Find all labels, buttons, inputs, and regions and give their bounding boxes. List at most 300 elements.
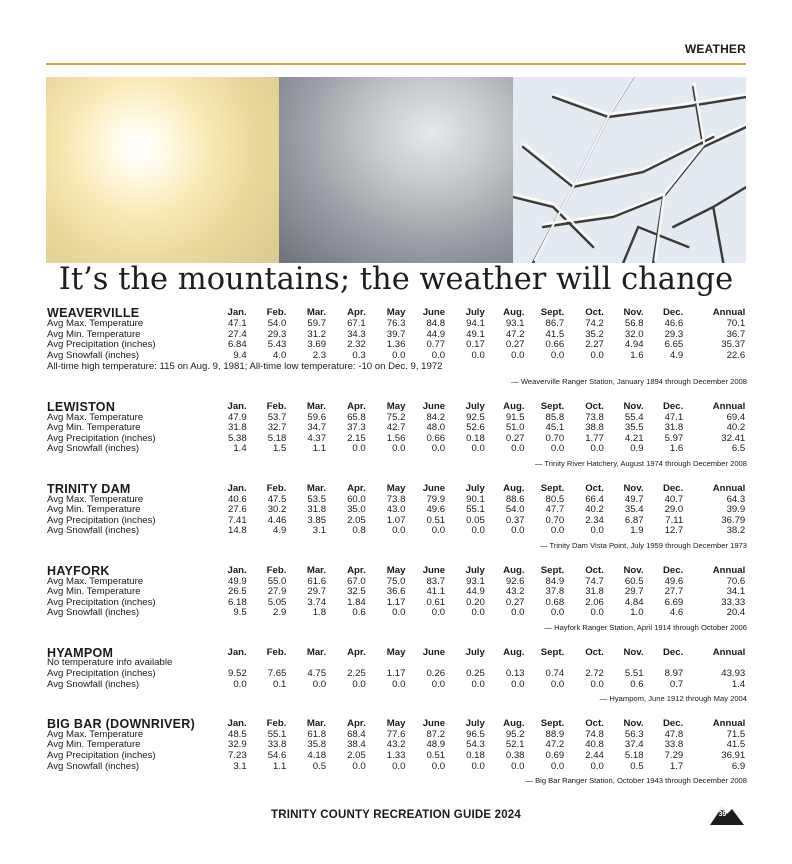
table-cell: 0.0 [431, 349, 446, 361]
row-label: Avg Snowfall (inches) [47, 678, 140, 690]
table-cell: 49.7 [624, 493, 644, 505]
month-header: Apr. [347, 646, 366, 658]
station-table [47, 306, 747, 388]
row-label: Avg Precipitation (inches) [47, 668, 156, 680]
section-tag: WEATHER [684, 42, 746, 56]
table-cell: 35.2 [585, 328, 604, 340]
month-header: Mar. [306, 646, 327, 658]
table-cell: 1.36 [386, 339, 406, 351]
row-label: Avg Max. Temperature [47, 575, 144, 587]
table-cell: 7.11 [665, 514, 684, 526]
month-header: Oct. [585, 482, 604, 494]
table-cell: 0.61 [426, 596, 446, 608]
month-header: Jan. [227, 400, 247, 412]
table-cell: 61.6 [307, 575, 327, 587]
table-cell: 37.8 [545, 586, 565, 598]
table-cell: 4.94 [624, 339, 644, 351]
table-cell: 27.7 [664, 586, 684, 598]
row-label: Avg Min. Temperature [47, 422, 141, 434]
table-cell: 0.0 [590, 349, 604, 361]
annual-cell: 6.9 [731, 760, 746, 772]
table-cell: 0.0 [511, 349, 525, 361]
annual-cell: 69.4 [726, 411, 746, 423]
table-cell: 0.0 [550, 349, 565, 361]
month-header: Dec. [662, 564, 684, 576]
table-cell: 0.27 [505, 596, 525, 608]
table-cell: 0.0 [431, 760, 446, 772]
table-cell: 0.0 [392, 760, 406, 772]
table-cell: 0.77 [426, 339, 446, 351]
table-row [47, 319, 747, 330]
row-label: Avg Max. Temperature [47, 493, 144, 505]
table-cell: 77.6 [386, 728, 406, 740]
table-cell: 0.27 [505, 339, 525, 351]
month-header: Aug. [503, 646, 525, 658]
table-cell: 52.6 [466, 422, 485, 434]
table-cell: 1.17 [386, 668, 406, 680]
annual-header: Annual [712, 400, 746, 412]
annual-cell: 33.33 [721, 596, 746, 608]
station-name: HYAMPOM [47, 645, 114, 660]
annual-header: Annual [712, 718, 746, 730]
table-cell: 1.1 [273, 760, 287, 772]
table-cell: 8.97 [664, 668, 684, 680]
table-cell: 29.3 [664, 328, 684, 340]
month-header: Aug. [503, 400, 525, 412]
annual-cell: 38.2 [726, 525, 746, 537]
month-header: June [422, 646, 446, 658]
table-cell: 0.25 [466, 668, 485, 680]
month-header: Sept. [540, 564, 565, 576]
station-name: TRINITY DAM [47, 481, 131, 496]
table-cell: 1.33 [386, 750, 406, 762]
table-cell: 60.5 [624, 575, 644, 587]
row-label: Avg Snowfall (inches) [47, 443, 140, 455]
table-cell: 4.46 [267, 514, 287, 526]
table-cell: 0.6 [630, 678, 644, 690]
source-credit: — Trinity River Hatchery, August 1974 through December 2008 [534, 458, 747, 468]
table-cell: 0.0 [392, 525, 406, 537]
table-cell: 73.8 [386, 493, 406, 505]
month-header: July [465, 646, 485, 658]
table-cell: 96.5 [466, 728, 485, 740]
table-cell: 0.05 [466, 514, 485, 526]
row-label: Avg Max. Temperature [47, 318, 144, 329]
row-label: Avg Snowfall (inches) [47, 525, 140, 537]
month-header: July [465, 400, 485, 412]
table-cell: 0.0 [431, 607, 446, 619]
clouds-photo [279, 77, 512, 263]
table-header-row [47, 482, 747, 495]
month-header: Sept. [540, 400, 565, 412]
month-header: May [386, 646, 406, 658]
table-cell: 1.8 [312, 607, 327, 619]
row-label: Avg Snowfall (inches) [47, 607, 140, 619]
table-cell: 44.9 [426, 328, 446, 340]
month-header: June [422, 482, 446, 494]
table-cell: 4.21 [624, 432, 644, 444]
table-cell: 1.17 [386, 596, 406, 608]
month-header: Mar. [306, 400, 327, 412]
footer-title: TRINITY COUNTY RECREATION GUIDE 2024 [270, 809, 522, 821]
table-cell: 87.2 [426, 728, 446, 740]
month-header: Mar. [306, 482, 327, 494]
month-header: Feb. [266, 646, 287, 658]
table-cell: 34.3 [347, 328, 366, 340]
table-cell: 4.84 [624, 596, 644, 608]
page-headline: It’s the mountains; the weather will change [58, 262, 734, 297]
table-cell: 47.1 [228, 318, 247, 329]
station-table [47, 400, 747, 470]
table-cell: 32.9 [228, 739, 247, 751]
table-cell: 47.7 [545, 504, 565, 516]
table-cell: 3.85 [307, 514, 327, 526]
table-cell: 84.8 [426, 318, 446, 329]
table-cell: 12.7 [664, 525, 684, 537]
annual-cell: 70.6 [726, 575, 746, 587]
table-cell: 0.70 [545, 432, 565, 444]
row-label: Avg Precipitation (inches) [47, 432, 156, 444]
table-cell: 0.66 [545, 339, 565, 351]
table-cell: 47.5 [267, 493, 287, 505]
month-header: Sept. [540, 307, 565, 319]
table-cell: 35.5 [624, 422, 644, 434]
month-header: Jan. [227, 718, 247, 730]
table-cell: 93.1 [505, 318, 525, 329]
table-cell: 59.6 [307, 411, 327, 423]
page-number: 39 [718, 811, 727, 818]
row-label: Avg Max. Temperature [47, 411, 144, 423]
month-header: Oct. [585, 400, 604, 412]
table-cell: 0.0 [471, 525, 485, 537]
table-cell: 29.3 [267, 328, 287, 340]
table-cell: 26.5 [228, 586, 247, 598]
annual-header: Annual [712, 307, 746, 319]
row-label: Avg Precipitation (inches) [47, 596, 156, 608]
table-cell: 0.0 [511, 678, 525, 690]
table-cell: 3.1 [312, 525, 327, 537]
table-cell: 91.5 [505, 411, 525, 423]
table-cell: 88.9 [545, 728, 565, 740]
month-header: Apr. [347, 400, 366, 412]
table-cell: 47.2 [545, 739, 565, 751]
table-cell: 95.2 [505, 728, 525, 740]
month-header: Jan. [227, 646, 247, 658]
row-label: Avg Precipitation (inches) [47, 339, 156, 351]
table-cell: 0.0 [511, 760, 525, 772]
annual-cell: 36.79 [721, 514, 746, 526]
table-cell: 1.77 [585, 432, 604, 444]
table-header-row [47, 717, 747, 730]
month-header: May [386, 718, 406, 730]
table-cell: 49.9 [228, 575, 247, 587]
table-cell: 35.8 [307, 739, 327, 751]
month-header: Dec. [662, 718, 684, 730]
month-header: Feb. [266, 400, 287, 412]
table-cell: 9.4 [233, 349, 247, 361]
table-cell: 36.6 [386, 586, 406, 598]
table-cell: 9.52 [228, 668, 247, 680]
table-cell: 37.4 [624, 739, 644, 751]
table-cell: 53.7 [267, 411, 287, 423]
table-cell: 0.27 [505, 432, 525, 444]
table-cell: 5.38 [228, 432, 247, 444]
source-credit: — Hyampom, June 1912 through May 2004 [599, 694, 747, 704]
table-cell: 6.87 [624, 514, 644, 526]
table-cell: 2.9 [273, 607, 287, 619]
table-cell: 6.65 [664, 339, 684, 351]
month-header: Feb. [266, 307, 287, 319]
table-cell: 75.2 [386, 411, 406, 423]
table-cell: 61.8 [307, 728, 327, 740]
station-table [47, 482, 747, 552]
month-header: Jan. [227, 482, 247, 494]
source-credit: — Hayfork Ranger Station, April 1914 through October 2006 [544, 622, 747, 632]
month-header: July [465, 718, 485, 730]
table-cell: 41.5 [545, 328, 565, 340]
table-cell: 0.51 [426, 514, 446, 526]
month-header: Aug. [503, 307, 525, 319]
annual-cell: 22.6 [726, 349, 746, 361]
annual-cell: 41.5 [726, 739, 746, 751]
month-header: July [465, 482, 485, 494]
month-header: Nov. [623, 646, 644, 658]
annual-header: Annual [712, 646, 746, 658]
annual-cell: 34.1 [726, 586, 746, 598]
annual-header: Annual [712, 564, 746, 576]
table-cell: 0.51 [426, 750, 446, 762]
table-cell: 49.1 [466, 328, 485, 340]
month-header: Jan. [227, 307, 247, 319]
table-cell: 0.18 [466, 750, 485, 762]
table-cell: 2.15 [347, 432, 366, 444]
table-cell: 0.0 [471, 349, 485, 361]
table-cell: 32.5 [347, 586, 366, 598]
source-credit: — Trinity Dam Vista Point, July 1959 through December 1973 [539, 540, 747, 550]
table-cell: 74.2 [585, 318, 604, 329]
annual-cell: 40.2 [726, 422, 746, 434]
table-cell: 55.1 [267, 728, 287, 740]
table-cell: 31.8 [228, 422, 247, 434]
table-cell: 33.8 [664, 739, 684, 751]
table-cell: 6.69 [664, 596, 684, 608]
table-cell: 83.7 [426, 575, 446, 587]
table-cell: 0.37 [505, 514, 525, 526]
table-cell: 40.7 [664, 493, 684, 505]
station-note: All-time high temperature: 115 on Aug. 9, 1981; All-time low temperature: -10 on Dec. 9, 1972 [47, 361, 443, 373]
table-cell: 74.8 [585, 728, 604, 740]
source-credit: — Weaverville Ranger Station, January 1894 through December 2008 [511, 376, 747, 386]
table-cell: 0.0 [550, 443, 565, 455]
table-cell: 5.97 [664, 432, 684, 444]
table-cell: 0.8 [352, 525, 366, 537]
annual-cell: 70.1 [726, 318, 746, 329]
table-cell: 37.3 [347, 422, 366, 434]
station-name: HAYFORK [47, 563, 110, 578]
table-cell: 5.43 [267, 339, 287, 351]
month-header: Nov. [623, 564, 644, 576]
table-cell: 3.74 [307, 596, 327, 608]
table-cell: 1.07 [386, 514, 406, 526]
month-header: Mar. [306, 564, 327, 576]
month-header: Apr. [347, 307, 366, 319]
table-cell: 4.9 [669, 349, 684, 361]
station-name: BIG BAR (DOWNRIVER) [47, 717, 196, 732]
table-cell: 43.2 [505, 586, 525, 598]
table-cell: 84.9 [545, 575, 565, 587]
table-cell: 80.5 [545, 493, 565, 505]
table-cell: 40.2 [585, 504, 604, 516]
table-cell: 29.7 [624, 586, 644, 598]
table-cell: 55.1 [466, 504, 485, 516]
table-cell: 1.5 [273, 443, 287, 455]
table-cell: 0.0 [352, 678, 366, 690]
annual-cell: 36.91 [721, 750, 746, 762]
table-cell: 4.75 [307, 668, 327, 680]
row-label: Avg Max. Temperature [47, 728, 144, 740]
table-cell: 6.18 [228, 596, 247, 608]
table-cell: 0.0 [392, 607, 406, 619]
table-cell: 84.2 [426, 411, 446, 423]
table-cell: 67.0 [347, 575, 366, 587]
table-cell: 79.9 [426, 493, 446, 505]
table-cell: 38.8 [585, 422, 604, 434]
table-cell: 0.0 [590, 760, 604, 772]
table-cell: 66.4 [585, 493, 604, 505]
table-cell: 31.2 [307, 328, 327, 340]
table-cell: 3.1 [233, 760, 247, 772]
table-cell: 34.7 [307, 422, 327, 434]
month-header: Aug. [503, 718, 525, 730]
month-header: Oct. [585, 307, 604, 319]
table-cell: 48.5 [228, 728, 247, 740]
table-cell: 2.06 [585, 596, 604, 608]
table-cell: 49.6 [664, 575, 684, 587]
table-cell: 56.8 [624, 318, 644, 329]
table-cell: 6.84 [228, 339, 247, 351]
table-cell: 0.0 [471, 678, 485, 690]
month-header: Dec. [662, 400, 684, 412]
table-cell: 33.8 [267, 739, 287, 751]
table-cell: 39.7 [386, 328, 406, 340]
table-row [47, 680, 747, 691]
table-cell: 4.9 [273, 525, 287, 537]
month-header: July [465, 307, 485, 319]
table-cell: 0.13 [505, 668, 525, 680]
table-cell: 5.18 [624, 750, 644, 762]
table-cell: 2.32 [347, 339, 366, 351]
table-cell: 40.8 [585, 739, 604, 751]
table-cell: 76.3 [386, 318, 406, 329]
table-cell: 65.8 [347, 411, 366, 423]
table-cell: 41.1 [426, 586, 446, 598]
station-table [47, 717, 747, 787]
table-cell: 3.69 [307, 339, 327, 351]
table-cell: 0.5 [312, 760, 327, 772]
table-cell: 47.2 [505, 328, 525, 340]
table-cell: 85.8 [545, 411, 565, 423]
table-cell: 0.5 [630, 760, 644, 772]
table-cell: 67.1 [347, 318, 366, 329]
table-cell: 0.0 [511, 607, 525, 619]
sun-photo [46, 77, 279, 263]
row-label: Avg Min. Temperature [47, 586, 141, 598]
table-cell: 4.0 [273, 349, 287, 361]
station-name: LEWISTON [47, 399, 116, 414]
table-cell: 2.44 [585, 750, 604, 762]
month-header: Sept. [540, 646, 565, 658]
table-cell: 0.0 [590, 678, 604, 690]
table-cell: 1.4 [233, 443, 247, 455]
month-header: June [422, 400, 446, 412]
table-cell: 38.4 [347, 739, 366, 751]
table-cell: 9.5 [233, 607, 247, 619]
table-cell: 54.0 [267, 318, 287, 329]
table-cell: 0.0 [392, 678, 406, 690]
annual-cell: 71.5 [726, 728, 746, 740]
table-cell: 46.6 [664, 318, 684, 329]
table-cell: 47.8 [664, 728, 684, 740]
table-cell: 54.3 [466, 739, 485, 751]
annual-cell: 6.5 [731, 443, 746, 455]
month-header: Oct. [585, 718, 604, 730]
month-header: Jan. [227, 564, 247, 576]
table-cell: 0.26 [426, 668, 446, 680]
table-cell: 2.27 [585, 339, 604, 351]
month-header: Nov. [623, 307, 644, 319]
table-cell: 1.56 [386, 432, 406, 444]
annual-cell: 1.4 [731, 678, 746, 690]
table-cell: 27.6 [228, 504, 247, 516]
month-header: Dec. [662, 307, 684, 319]
table-cell: 35.4 [624, 504, 644, 516]
table-cell: 48.9 [426, 739, 446, 751]
table-cell: 68.4 [347, 728, 366, 740]
table-cell: 31.8 [307, 504, 327, 516]
row-label: No temperature info available [47, 657, 173, 669]
annual-header: Annual [712, 482, 746, 494]
annual-cell: 64.3 [726, 493, 746, 505]
table-cell: 1.7 [669, 760, 684, 772]
month-header: Apr. [347, 718, 366, 730]
table-cell: 31.8 [664, 422, 684, 434]
table-cell: 47.9 [228, 411, 247, 423]
row-label: Avg Snowfall (inches) [47, 349, 140, 361]
table-cell: 42.7 [386, 422, 406, 434]
table-cell: 7.29 [664, 750, 684, 762]
table-cell: 92.6 [505, 575, 525, 587]
table-cell: 0.0 [511, 525, 525, 537]
table-cell: 2.05 [347, 514, 366, 526]
month-header: June [422, 564, 446, 576]
month-header: May [386, 482, 406, 494]
month-header: Mar. [306, 718, 327, 730]
page-number-badge [710, 803, 744, 825]
row-label: Avg Min. Temperature [47, 328, 141, 340]
table-cell: 0.3 [352, 349, 366, 361]
table-cell: 0.0 [352, 760, 366, 772]
month-header: Feb. [266, 564, 287, 576]
table-cell: 31.8 [585, 586, 604, 598]
table-cell: 52.1 [505, 739, 525, 751]
row-label: Avg Min. Temperature [47, 504, 141, 516]
month-header: Aug. [503, 482, 525, 494]
table-cell: 4.18 [307, 750, 327, 762]
month-header: Nov. [623, 718, 644, 730]
table-row [47, 608, 747, 619]
table-header-row [47, 564, 747, 577]
month-header: Oct. [585, 564, 604, 576]
